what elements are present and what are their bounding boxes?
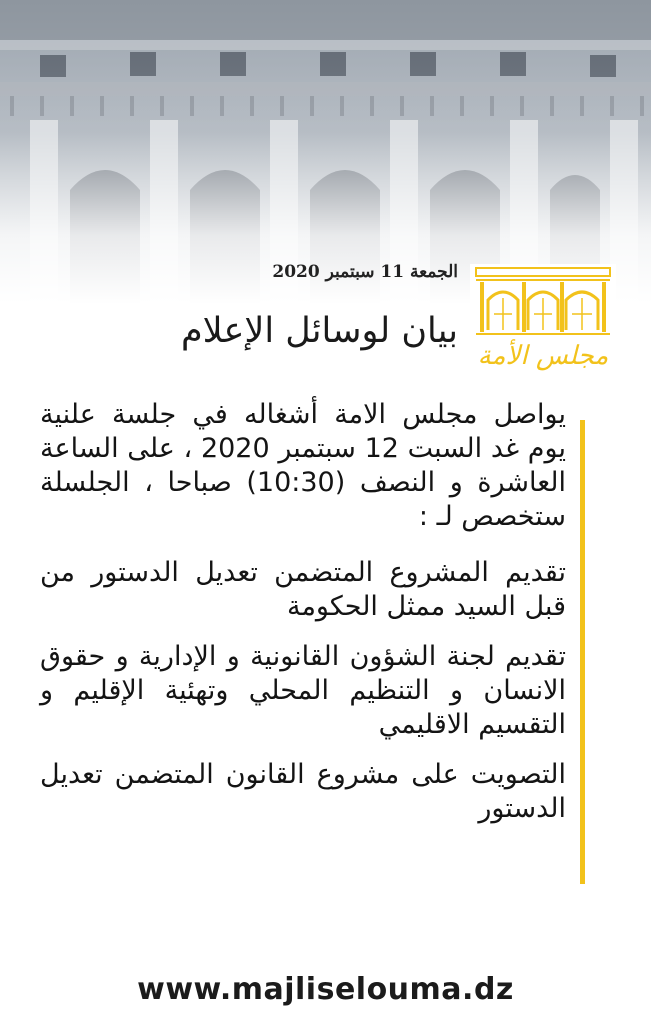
agenda-item-3: التصويت على مشروع القانون المتضمن تعديل الدستور <box>40 759 566 824</box>
logo-text: مجلس الأمة <box>477 341 609 371</box>
agenda-item-1: تقديم المشروع المتضمن تعديل الدستور من قبل السيد ممثل الحكومة <box>40 557 566 622</box>
assembly-building-logo-icon <box>470 264 616 376</box>
statement-body <box>40 398 566 842</box>
page-title: بيان لوسائل الإعلام <box>180 311 458 352</box>
website-link[interactable]: www.majliselouma.dz <box>137 972 514 1007</box>
accent-bar <box>580 420 585 884</box>
statement-intro: يواصل مجلس الامة أشغاله في جلسة علنية يوم غد السبت 12 سبتمبر 2020 ، على الساعة العاشرة و النصف (10:30) صباحا ، الجلسلة ستخصص لـ : <box>40 399 566 532</box>
publication-date: الجمعة 11 سبتمبر 2020 <box>272 262 458 282</box>
agenda-item-2: تقديم لجنة الشؤون القانونية و الإدارية و حقوق الانسان و التنظيم المحلي وتهئية الإقليم و التقسيم الاقليمي <box>40 641 566 740</box>
assembly-logo <box>470 264 616 376</box>
